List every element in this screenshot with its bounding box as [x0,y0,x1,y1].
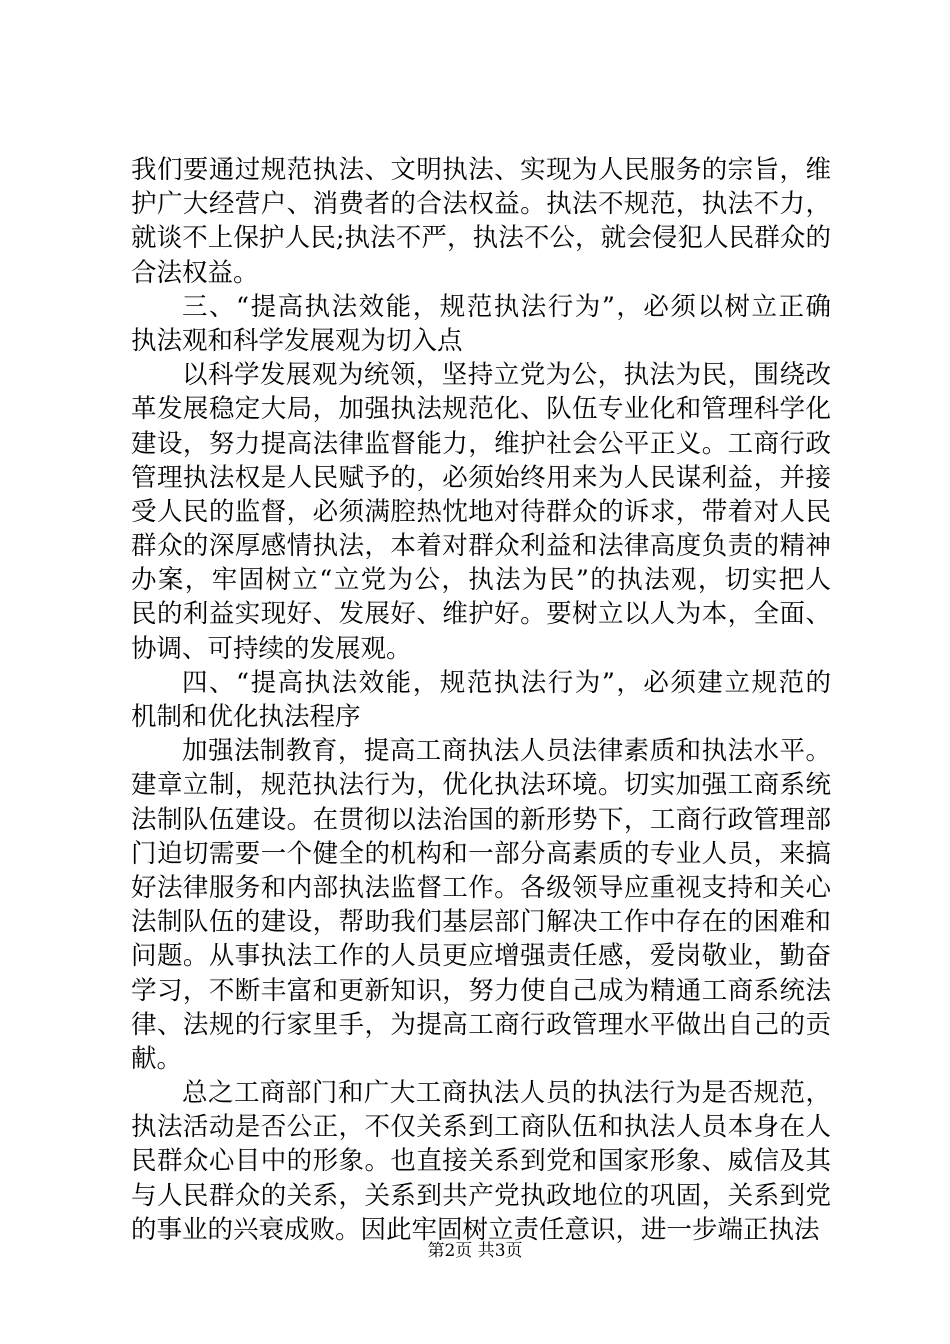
text-line: 机制和优化执法程序 [131,702,361,732]
text-line: 就谈不上保护人民;执法不严，执法不公，就会侵犯人民群众的 [131,223,831,254]
text-line: 协调、可持续的发展观。 [131,633,412,664]
text-line: 我们要通过规范执法、文明执法、实现为人民服务的宗旨，维 [131,155,831,185]
document-body [131,153,831,1247]
text-line: 管理执法权是人民赋予的，必须始终用来为人民谋利益，并接 [131,462,831,493]
text-line: 群众的深厚感情执法，本着对群众利益和法律高度负责的精神 [131,531,831,562]
text-line: 执法观和科学发展观为切入点 [131,325,463,356]
text-line: 办案，牢固树立“立党为公，执法为民”的执法观，切实把人 [131,565,831,596]
paragraph [131,290,831,358]
text-line: 法制队伍的建设，帮助我们基层部门解决工作中存在的困难和 [131,907,831,938]
text-line: 与人民群众的关系，关系到共产党执政地位的巩固，关系到党 [131,1180,831,1211]
text-line: 护广大经营户、消费者的合法权益。执法不规范，执法不力， [131,189,831,220]
text-line: 革发展稳定大局，加强执法规范化、队伍专业化和管理科学化 [131,394,831,425]
paragraph [131,153,831,290]
text-line: 民群众心目中的形象。也直接关系到党和国家形象、威信及其 [131,1146,831,1177]
text-line: 献。 [131,1043,183,1074]
text-line: 建设，努力提高法律监督能力，维护社会公平正义。工商行政 [131,428,831,459]
text-line: 门迫切需要一个健全的机构和一部分高素质的专业人员，来搞 [131,838,831,869]
paragraph [131,666,831,734]
text-line: 问题。从事执法工作的人员更应增强责任感，爱岗敬业，勤奋 [131,941,831,972]
text-line: 以科学发展观为统领，坚持立党为公，执法为民，围绕改 [182,360,831,391]
page-footer [0,1240,950,1262]
page-number: 第2页 共3页 [427,1241,523,1261]
text-line: 三、“提高执法效能，规范执法行为”，必须以树立正确 [182,291,831,322]
text-line: 合法权益。 [131,257,259,288]
text-line: 律、法规的行家里手，为提高工商行政管理水平做出自己的贡 [131,1009,831,1040]
text-line: 四、“提高执法效能，规范执法行为”，必须建立规范的 [182,667,831,698]
paragraph [131,734,831,1076]
text-line: 总之工商部门和广大工商执法人员的执法行为是否规范， [182,1078,831,1109]
text-line: 民的利益实现好、发展好、维护好。要树立以人为本，全面、 [131,599,831,630]
text-line: 学习，不断丰富和更新知识，努力使自己成为精通工商系统法 [131,975,831,1006]
text-line: 执法活动是否公正，不仅关系到工商队伍和执法人员本身在人 [131,1112,831,1143]
text-line: 受人民的监督，必须满腔热忱地对待群众的诉求，带着对人民 [131,496,831,527]
text-line: 的事业的兴衰成败。因此牢固树立责任意识，进一步端正执法 [131,1214,820,1245]
paragraph [131,358,831,666]
text-line: 加强法制教育，提高工商执法人员法律素质和执法水平。 [182,736,831,767]
text-line: 建章立制，规范执法行为，优化执法环境。切实加强工商系统 [131,770,831,801]
text-line: 好法律服务和内部执法监督工作。各级领导应重视支持和关心 [131,872,831,903]
text-line: 法制队伍建设。在贯彻以法治国的新形势下，工商行政管理部 [131,804,831,835]
paragraph [131,1076,831,1247]
